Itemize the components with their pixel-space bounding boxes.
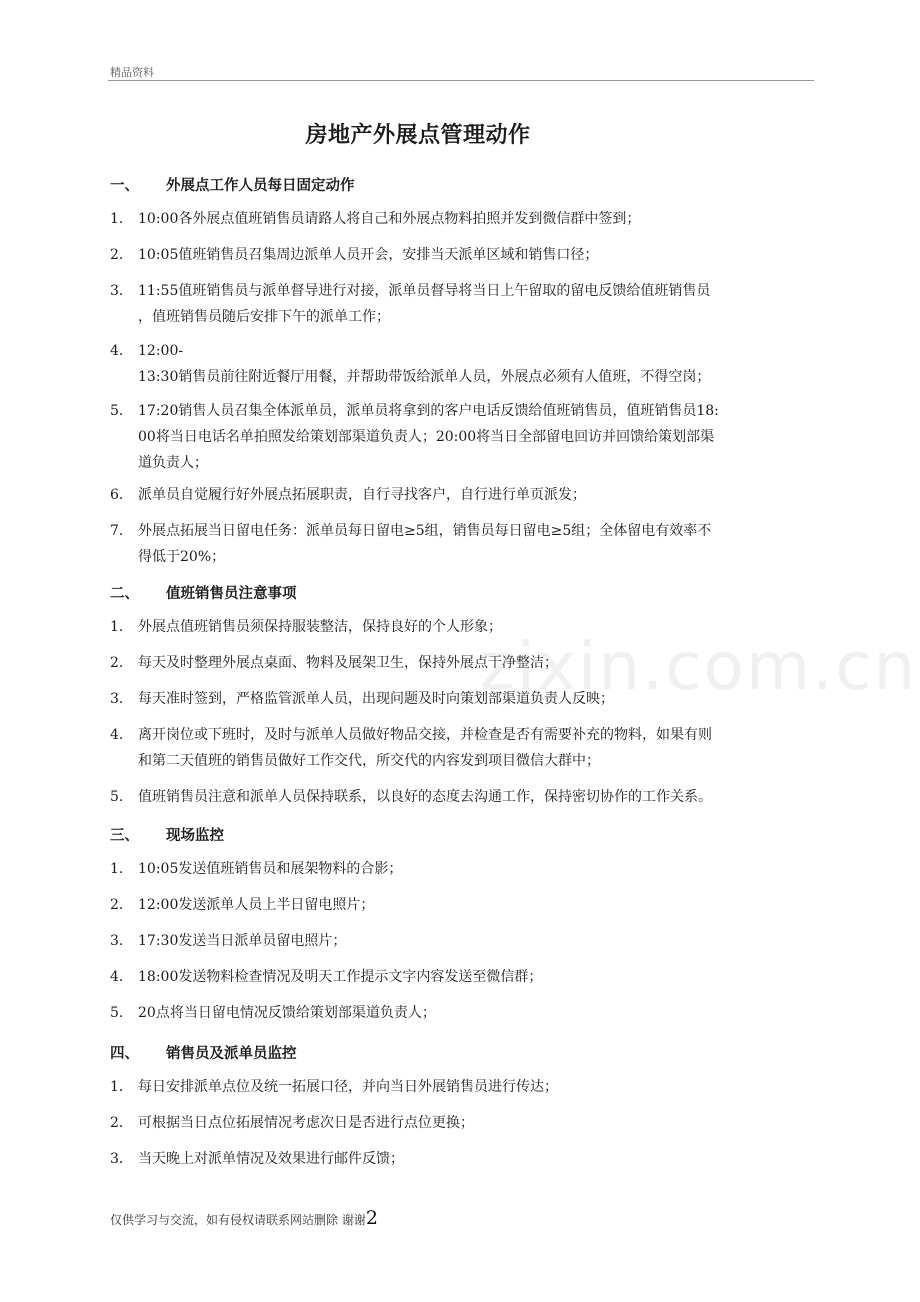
section-heading [110,824,224,845]
list-item [110,1146,822,1172]
document-title: 房地产外展点管理动作 [305,123,531,148]
list-item [110,650,822,676]
list-item [110,614,822,640]
section-heading [110,174,355,195]
list-item [110,1110,822,1136]
list-item [110,964,822,990]
item-text: 派单员自觉履行好外展点拓展职责，自行寻找客户，自行进行单页派发； [138,487,586,503]
footer-text: 仅供学习与交流，如有侵权请联系网站删除 谢谢 [110,1213,366,1227]
header-rule [108,80,814,81]
list-item [110,1000,822,1026]
item-number: 4. [110,343,124,359]
item-text: 每天准时签到，严格监管派单人员，出现问题及时向策划部渠道负责人反映； [138,691,614,707]
footer-note [110,1207,378,1229]
list-item [110,784,822,810]
list-item [110,482,822,508]
section-title: 值班销售员注意事项 [166,586,297,602]
list-item [110,928,822,954]
item-number: 1． [110,1079,133,1095]
list-item [110,242,822,268]
section-heading [110,1042,297,1063]
list-item [110,338,822,390]
item-text: 可根据当日点位拓展情况考虑次日是否进行点位更换； [138,1115,474,1131]
item-number: 1. [110,861,124,877]
item-text: 10:05发送值班销售员和展架物料的合影； [138,861,403,877]
section-number: 一、 [110,178,139,194]
list-item [110,1074,822,1100]
item-number: 5. [110,403,124,419]
item-text: 离开岗位或下班时，及时与派单人员做好物品交接，并检查是否有需要补充的物料，如果有则 和第二天值班的销售员做好工作交代，所交代的内容发到项目微信大群中； [138,727,712,769]
item-text: 17:30发送当日派单员留电照片； [138,933,347,949]
section-number: 二、 [110,586,139,602]
item-text: 11:55值班销售员与派单督导进行对接，派单员督导将当日上午留取的留电反馈给值班销售员 ，值班销售员随后安排下午的派单工作； [138,283,711,325]
list-item [110,278,822,330]
item-text: 17:20销售人员召集全体派单员，派单员将拿到的客户电话反馈给值班销售员，值班销售员18: 00将当日电话名单拍照发给策划部渠道负责人；20:00将当日全部留电回访并回馈给策划部渠 道负责人； [138,403,719,471]
item-number: 5. [110,1005,124,1021]
item-text: 12:00发送派单人员上半日留电照片； [138,897,375,913]
item-number: 4. [110,969,124,985]
list-item [110,518,822,570]
item-text: 每天及时整理外展点桌面、物料及展架卫生，保持外展点干净整洁； [138,655,558,671]
section-number: 四、 [110,1046,139,1062]
item-number: 2． [110,1115,133,1131]
item-number: 3. [110,691,124,707]
section-number: 三、 [110,828,139,844]
section-title: 外展点工作人员每日固定动作 [166,178,355,194]
header-label: 精品资料 [110,66,154,79]
list-item [110,398,822,476]
item-number: 5. [110,789,124,805]
item-text: 10:05值班销售员召集周边派单人员开会，安排当天派单区域和销售口径； [138,247,599,263]
item-number: 1. [110,619,124,635]
list-item [110,892,822,918]
item-text: 20点将当日留电情况反馈给策划部渠道负责人； [138,1005,436,1021]
item-number: 1. [110,211,124,227]
page-number: 2 [365,1207,378,1229]
list-item [110,722,822,774]
section-title: 现场监控 [166,828,224,844]
item-number: 7. [110,523,124,539]
section-title: 销售员及派单员监控 [166,1046,297,1062]
item-text: 每日安排派单点位及统一拓展口径，并向当日外展销售员进行传达； [138,1079,558,1095]
item-text: 值班销售员注意和派单人员保持联系，以良好的态度去沟通工作，保持密切协作的工作关系。 [138,789,712,805]
item-text: 10:00各外展点值班销售员请路人将自己和外展点物料拍照并发到微信群中签到； [138,211,641,227]
section-heading [110,582,297,603]
item-number: 2. [110,655,124,671]
list-item [110,686,822,712]
item-text: 18:00发送物料检查情况及明天工作提示文字内容发送至微信群； [138,969,543,985]
list-item [110,856,822,882]
item-text: 外展点拓展当日留电任务：派单员每日留电≥5组，销售员每日留电≥5组；全体留电有效率不 得低于20%； [138,523,712,565]
item-text: 12:00- 13:30销售员前往附近餐厅用餐，并帮助带饭给派单人员，外展点必须有人值班，不得空岗； [138,343,711,385]
watermark: zixin.com.cn [480,628,918,705]
item-text: 当天晚上对派单情况及效果进行邮件反馈； [138,1151,404,1167]
item-number: 3. [110,283,124,299]
item-number: 6. [110,487,124,503]
item-number: 4. [110,727,124,743]
item-text: 外展点值班销售员须保持服装整洁，保持良好的个人形象； [138,619,502,635]
item-number: 3． [110,1151,133,1167]
item-number: 2. [110,897,124,913]
item-number: 2. [110,247,124,263]
list-item [110,206,822,232]
item-number: 3. [110,933,124,949]
